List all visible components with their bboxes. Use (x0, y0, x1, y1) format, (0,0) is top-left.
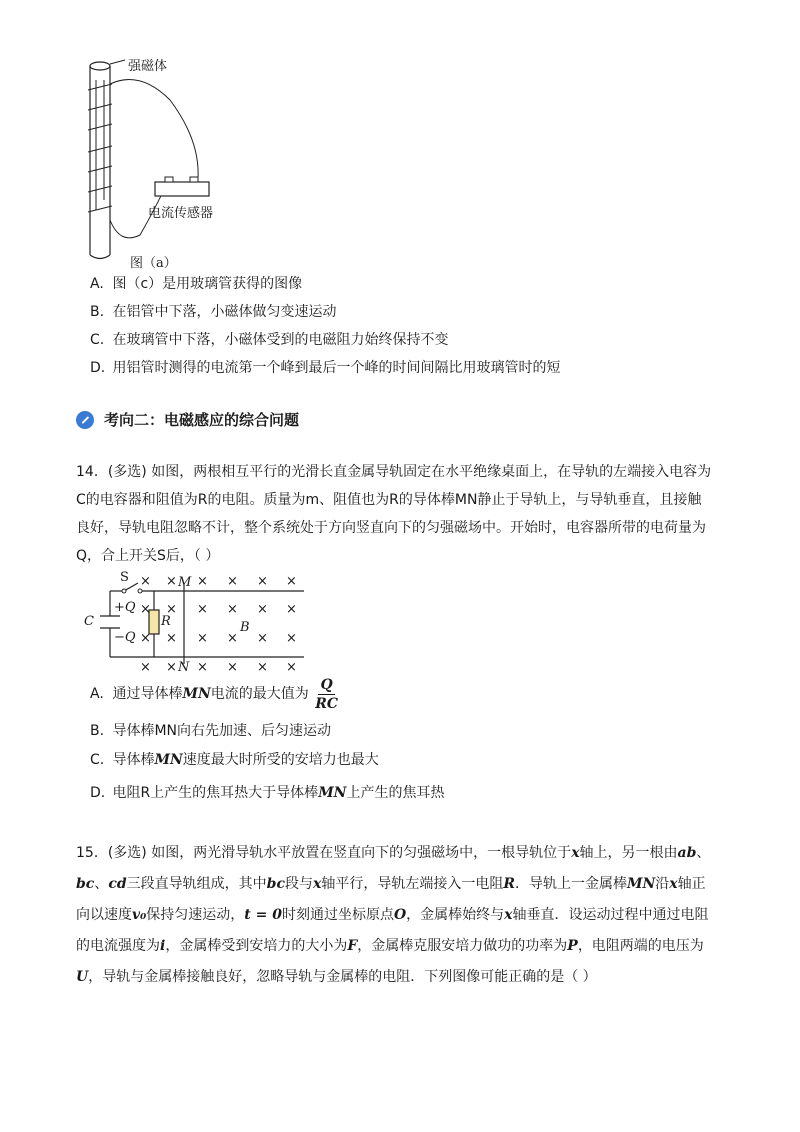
text: 轴正 (677, 876, 706, 892)
option-text: 用铝管时测得的电流第一个峰到最后一个峰的时间间隔比用玻璃管时的短 (112, 360, 561, 376)
pipe (90, 62, 110, 259)
text: 时刻通过坐标原点 (281, 907, 394, 923)
switch-label: S (120, 570, 129, 585)
math-x: x (312, 876, 322, 892)
field-cross: × (140, 602, 151, 617)
math-p: P (567, 938, 578, 954)
text: 的电流强度为 (76, 938, 160, 954)
math-bc: bc (266, 876, 285, 892)
section-heading (76, 409, 299, 430)
math-mn: MN (154, 752, 183, 768)
sensor-label: 电流传感器 (148, 206, 214, 221)
text: 轴垂直．设运动过程中通过电阻 (512, 907, 709, 923)
plus-q-label: +Q (114, 600, 136, 615)
field-cross: × (227, 660, 238, 675)
option-label: C. (90, 332, 105, 348)
math-x: x (571, 845, 580, 861)
q15-line-2 (76, 869, 736, 900)
m-label: M (178, 575, 192, 590)
fraction-denominator: RC (315, 695, 338, 712)
math-u: U (76, 969, 89, 985)
option-label: B. (90, 304, 105, 320)
q13-option-b[interactable] (90, 302, 336, 322)
field-cross: × (257, 631, 268, 646)
field-cross: × (286, 631, 297, 646)
field-cross: × (227, 574, 238, 589)
option-text-mid: 电流的最大值为 (210, 686, 309, 702)
text: 保持匀速运动， (146, 907, 245, 923)
text: ，金属棒受到安培力的大小为 (165, 938, 348, 954)
c-label: C (84, 614, 94, 629)
pen-icon (76, 411, 94, 429)
fraction-numerator: Q (320, 676, 333, 693)
option-label: B. (90, 723, 105, 739)
text: 向以速度 (76, 907, 132, 923)
q14-option-b[interactable] (90, 721, 331, 741)
text: 15．(多选) 如图，两光滑导轨水平放置在竖直向下的匀强磁场中，一根导轨位于 (76, 845, 572, 861)
field-cross: × (286, 602, 297, 617)
math-ab: ab (677, 845, 697, 861)
option-text: 在玻璃管中下落，小磁体受到的电磁阻力始终保持不变 (112, 332, 449, 348)
q15-stem (76, 838, 736, 993)
q13-option-a[interactable] (90, 274, 302, 294)
math-mn: MN (318, 785, 347, 801)
math-mn: MN (626, 876, 656, 892)
text: 轴上，另一根由 (579, 845, 678, 861)
field-cross: × (166, 574, 177, 589)
text: ，导轨与金属棒接触良好，忽略导轨与金属棒的电阻．下列图像可能正确的是（ ） (88, 969, 597, 985)
field-cross: × (227, 631, 238, 646)
field-cross: × (197, 602, 208, 617)
option-text: 图（c）是用玻璃管获得的图像 (112, 276, 303, 292)
field-cross: × (140, 660, 151, 675)
option-label: A. (90, 686, 104, 702)
math-x: x (504, 907, 513, 923)
option-text: 在铝管中下落，小磁体做匀变速运动 (112, 304, 337, 320)
q14-option-c[interactable] (90, 750, 379, 770)
b-label: B (240, 620, 250, 635)
q15-line-3 (76, 900, 736, 931)
field-cross: × (257, 660, 268, 675)
q13-option-c[interactable] (90, 330, 448, 350)
q13-option-d[interactable] (90, 358, 560, 378)
text: ，金属棒克服安培力做功的功率为 (357, 938, 568, 954)
r-label: R (161, 614, 171, 629)
q14-stem (76, 458, 736, 570)
magnet-label: 强磁体 (128, 59, 168, 74)
field-cross: × (286, 574, 297, 589)
text: 三段直导轨组成，其中 (126, 876, 267, 892)
current-sensor (155, 177, 209, 196)
text: ．导轨上一金属棒 (514, 876, 627, 892)
field-cross: × (227, 602, 238, 617)
option-label: C. (90, 752, 105, 768)
math-x: x (669, 876, 678, 892)
q14-option-d[interactable] (90, 783, 444, 803)
option-text-pre: 电阻R上产生的焦耳热大于导体棒 (112, 785, 319, 801)
figure-a-caption: 图（a） (130, 256, 177, 271)
q14-line: C的电容器和阻值为R的电阻。质量为m、阻值也为R的导体棒MN静止于导轨上，与导轨垂直，且接触 (76, 492, 702, 508)
q14-line: Q，合上开关S后，（ ） (76, 548, 220, 564)
n-label: N (178, 660, 190, 675)
text: 、 (94, 876, 109, 892)
q14-option-a[interactable] (90, 675, 340, 713)
q15-line-4 (76, 931, 736, 962)
option-label: A. (90, 276, 104, 292)
fraction (315, 676, 338, 713)
field-cross: × (140, 631, 151, 646)
text: ，金属棒始终与 (406, 907, 505, 923)
field-cross: × (166, 602, 177, 617)
minus-q-label: −Q (114, 630, 136, 645)
field-cross: × (197, 631, 208, 646)
field-cross: × (140, 574, 151, 589)
magnet-leader (110, 60, 125, 64)
math-r: R (503, 876, 515, 892)
field-cross: × (166, 631, 177, 646)
option-label: D. (90, 360, 106, 376)
q15-line-1 (76, 838, 736, 869)
option-text-post: 速度最大时所受的安培力也最大 (182, 752, 379, 768)
option-text-pre: 通过导体棒 (112, 686, 183, 702)
field-cross: × (197, 574, 208, 589)
option-text: 导体棒MN向右先加速、后匀速运动 (112, 723, 332, 739)
q14-circuit-figure (82, 572, 312, 678)
field-cross: × (257, 602, 268, 617)
math-bc: bc (76, 876, 95, 892)
math-v0: v₀ (132, 907, 147, 923)
math-cd: cd (108, 876, 127, 892)
option-text-post: 上产生的焦耳热 (346, 785, 445, 801)
figure-a-diagram (80, 50, 260, 270)
math-f: F (347, 938, 358, 954)
math-t0: t = 0 (244, 907, 282, 923)
coil (88, 80, 112, 212)
option-text-pre: 导体棒 (112, 752, 155, 768)
math-o: O (393, 907, 407, 923)
q14-line: 14．(多选) 如图，两根相互平行的光滑长直金属导轨固定在水平绝缘桌面上，在导轨的左端接入电容为 (76, 464, 712, 480)
text: 轴平行，导轨左端接入一电阻 (321, 876, 504, 892)
text: ，电阻两端的电压为 (577, 938, 704, 954)
field-cross: × (197, 660, 208, 675)
text: 段与 (284, 876, 313, 892)
text: 沿 (655, 876, 670, 892)
field-cross: × (257, 574, 268, 589)
section-title: 考向二：电磁感应的综合问题 (104, 411, 300, 429)
option-label: D. (90, 785, 106, 801)
math-mn: MN (182, 686, 211, 702)
field-cross: × (166, 660, 177, 675)
field-cross: × (286, 660, 297, 675)
math-i: i (160, 938, 166, 954)
q15-line-5 (76, 962, 736, 993)
q14-line: 良好，导轨电阻忽略不计，整个系统处于方向竖直向下的匀强磁场中。开始时，电容器所带的电荷量为 (76, 520, 706, 536)
text: 、 (696, 845, 711, 861)
